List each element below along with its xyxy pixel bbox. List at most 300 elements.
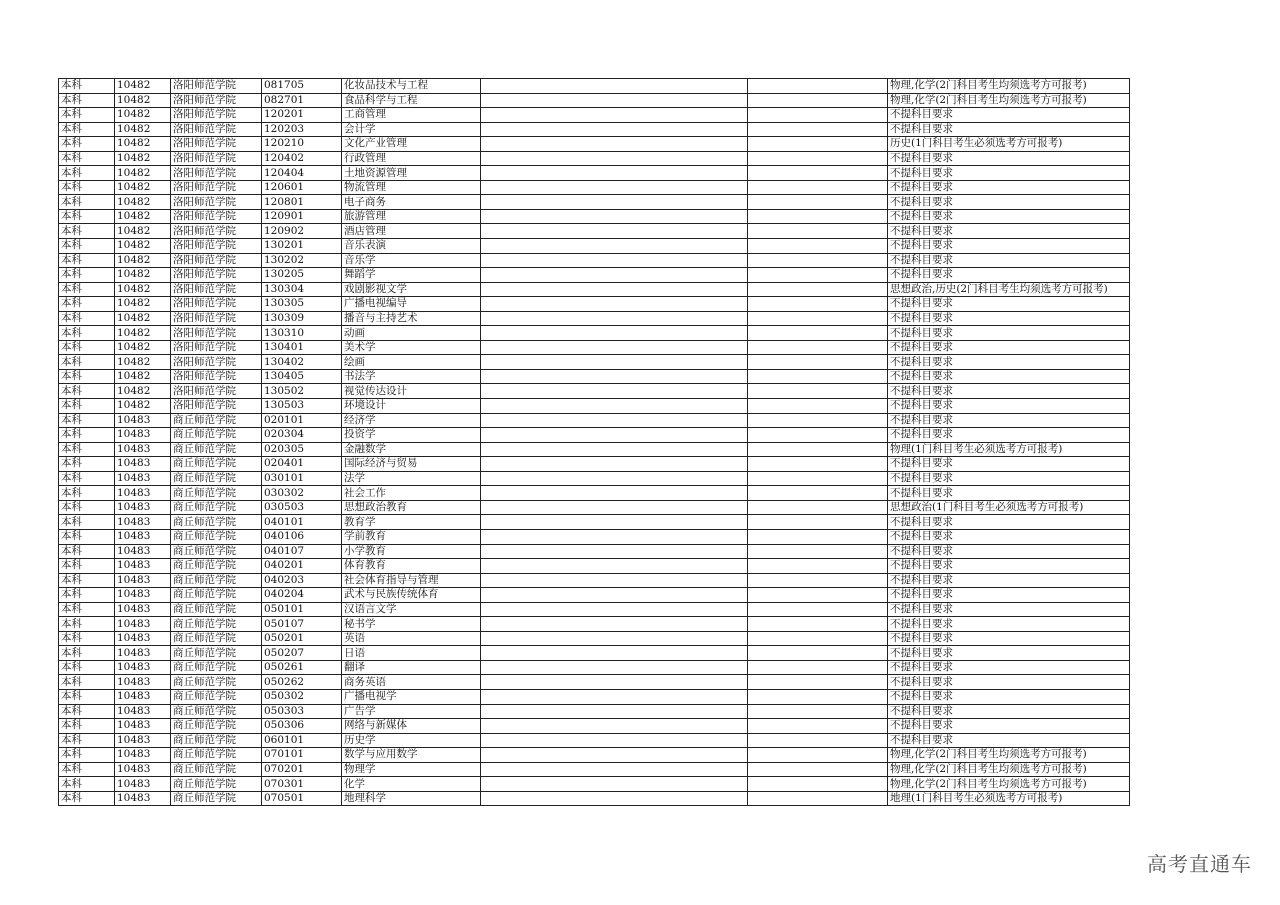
major-name-cell: 物理学	[342, 762, 481, 777]
subject-requirement-cell: 不提科目要求	[888, 311, 1130, 326]
major-code-cell: 120902	[262, 224, 342, 239]
watermark-text: 高考直通车	[1147, 852, 1252, 876]
blank-cell-b	[748, 239, 888, 254]
level-cell: 本科	[59, 733, 115, 748]
school-name-cell: 商丘师范学院	[171, 544, 262, 559]
school-name-cell: 商丘师范学院	[171, 631, 262, 646]
blank-cell-a	[481, 297, 748, 312]
school-code-cell: 10482	[115, 137, 171, 152]
major-code-cell: 060101	[262, 733, 342, 748]
school-code-cell: 10482	[115, 108, 171, 123]
major-code-cell: 070301	[262, 777, 342, 792]
major-code-cell: 030101	[262, 471, 342, 486]
major-code-cell: 130201	[262, 239, 342, 254]
table-row	[59, 340, 1130, 355]
major-code-cell: 082701	[262, 93, 342, 108]
blank-cell-b	[748, 180, 888, 195]
blank-cell-b	[748, 704, 888, 719]
major-code-cell: 040203	[262, 573, 342, 588]
table-row	[59, 777, 1130, 792]
subject-requirement-cell: 地理(1门科目考生必须选考方可报考)	[888, 791, 1130, 806]
table-row	[59, 486, 1130, 501]
major-name-cell: 舞蹈学	[342, 268, 481, 283]
subject-requirement-cell: 物理,化学(2门科目考生均须选考方可报考)	[888, 93, 1130, 108]
blank-cell-a	[481, 224, 748, 239]
major-name-cell: 国际经济与贸易	[342, 457, 481, 472]
major-name-cell: 法学	[342, 471, 481, 486]
subject-requirement-cell: 不提科目要求	[888, 529, 1130, 544]
school-code-cell: 10482	[115, 180, 171, 195]
school-name-cell: 商丘师范学院	[171, 733, 262, 748]
blank-cell-b	[748, 108, 888, 123]
blank-cell-b	[748, 689, 888, 704]
school-code-cell: 10483	[115, 529, 171, 544]
blank-cell-b	[748, 719, 888, 734]
school-code-cell: 10483	[115, 704, 171, 719]
school-code-cell: 10482	[115, 151, 171, 166]
major-name-cell: 会计学	[342, 122, 481, 137]
school-code-cell: 10482	[115, 384, 171, 399]
blank-cell-b	[748, 369, 888, 384]
school-name-cell: 商丘师范学院	[171, 689, 262, 704]
school-name-cell: 商丘师范学院	[171, 704, 262, 719]
level-cell: 本科	[59, 588, 115, 603]
major-code-cell: 130310	[262, 326, 342, 341]
school-code-cell: 10483	[115, 791, 171, 806]
major-code-cell: 040204	[262, 588, 342, 603]
blank-cell-b	[748, 675, 888, 690]
blank-cell-b	[748, 602, 888, 617]
major-name-cell: 电子商务	[342, 195, 481, 210]
school-name-cell: 洛阳师范学院	[171, 239, 262, 254]
blank-cell-b	[748, 660, 888, 675]
school-name-cell: 商丘师范学院	[171, 486, 262, 501]
blank-cell-a	[481, 529, 748, 544]
major-name-cell: 思想政治教育	[342, 500, 481, 515]
school-name-cell: 商丘师范学院	[171, 602, 262, 617]
blank-cell-b	[748, 777, 888, 792]
level-cell: 本科	[59, 719, 115, 734]
school-name-cell: 商丘师范学院	[171, 457, 262, 472]
blank-cell-a	[481, 588, 748, 603]
school-code-cell: 10483	[115, 689, 171, 704]
major-name-cell: 投资学	[342, 428, 481, 443]
school-name-cell: 商丘师范学院	[171, 617, 262, 632]
blank-cell-b	[748, 617, 888, 632]
major-name-cell: 行政管理	[342, 151, 481, 166]
school-name-cell: 洛阳师范学院	[171, 268, 262, 283]
blank-cell-a	[481, 151, 748, 166]
blank-cell-a	[481, 195, 748, 210]
blank-cell-b	[748, 631, 888, 646]
level-cell: 本科	[59, 108, 115, 123]
major-name-cell: 金融数学	[342, 442, 481, 457]
table-row	[59, 646, 1130, 661]
school-name-cell: 商丘师范学院	[171, 428, 262, 443]
blank-cell-b	[748, 544, 888, 559]
table-row	[59, 529, 1130, 544]
subject-requirement-cell: 不提科目要求	[888, 108, 1130, 123]
school-code-cell: 10483	[115, 660, 171, 675]
level-cell: 本科	[59, 442, 115, 457]
level-cell: 本科	[59, 122, 115, 137]
school-code-cell: 10482	[115, 282, 171, 297]
table-row	[59, 617, 1130, 632]
table-row	[59, 180, 1130, 195]
blank-cell-b	[748, 399, 888, 414]
school-code-cell: 10483	[115, 428, 171, 443]
blank-cell-a	[481, 602, 748, 617]
school-code-cell: 10483	[115, 675, 171, 690]
level-cell: 本科	[59, 224, 115, 239]
major-code-cell: 020401	[262, 457, 342, 472]
major-code-cell: 050201	[262, 631, 342, 646]
school-name-cell: 商丘师范学院	[171, 442, 262, 457]
blank-cell-b	[748, 224, 888, 239]
blank-cell-b	[748, 588, 888, 603]
subject-requirement-cell: 不提科目要求	[888, 369, 1130, 384]
major-code-cell: 040107	[262, 544, 342, 559]
level-cell: 本科	[59, 326, 115, 341]
subject-requirement-cell: 不提科目要求	[888, 355, 1130, 370]
school-name-cell: 洛阳师范学院	[171, 166, 262, 181]
major-name-cell: 学前教育	[342, 529, 481, 544]
major-name-cell: 翻译	[342, 660, 481, 675]
subject-requirement-cell: 物理(1门科目考生必须选考方可报考)	[888, 442, 1130, 457]
school-name-cell: 洛阳师范学院	[171, 224, 262, 239]
major-code-cell: 130502	[262, 384, 342, 399]
blank-cell-a	[481, 617, 748, 632]
major-code-cell: 130309	[262, 311, 342, 326]
level-cell: 本科	[59, 137, 115, 152]
level-cell: 本科	[59, 500, 115, 515]
table-row	[59, 573, 1130, 588]
subject-requirement-cell: 不提科目要求	[888, 689, 1130, 704]
level-cell: 本科	[59, 195, 115, 210]
blank-cell-b	[748, 79, 888, 94]
major-code-cell: 130402	[262, 355, 342, 370]
major-code-cell: 050303	[262, 704, 342, 719]
level-cell: 本科	[59, 399, 115, 414]
school-code-cell: 10482	[115, 166, 171, 181]
level-cell: 本科	[59, 602, 115, 617]
table-row	[59, 384, 1130, 399]
level-cell: 本科	[59, 704, 115, 719]
blank-cell-a	[481, 733, 748, 748]
subject-requirement-cell: 不提科目要求	[888, 515, 1130, 530]
subject-requirement-cell: 不提科目要求	[888, 268, 1130, 283]
school-code-cell: 10483	[115, 413, 171, 428]
school-name-cell: 商丘师范学院	[171, 588, 262, 603]
subject-requirement-cell: 物理,化学(2门科目考生均须选考方可报考)	[888, 748, 1130, 763]
table-row	[59, 195, 1130, 210]
school-name-cell: 洛阳师范学院	[171, 209, 262, 224]
level-cell: 本科	[59, 675, 115, 690]
blank-cell-a	[481, 355, 748, 370]
school-name-cell: 洛阳师范学院	[171, 369, 262, 384]
level-cell: 本科	[59, 282, 115, 297]
level-cell: 本科	[59, 93, 115, 108]
school-name-cell: 商丘师范学院	[171, 500, 262, 515]
school-name-cell: 商丘师范学院	[171, 777, 262, 792]
table-row	[59, 239, 1130, 254]
table-row	[59, 544, 1130, 559]
school-code-cell: 10483	[115, 573, 171, 588]
school-name-cell: 洛阳师范学院	[171, 137, 262, 152]
level-cell: 本科	[59, 544, 115, 559]
table-row	[59, 137, 1130, 152]
blank-cell-b	[748, 486, 888, 501]
major-name-cell: 工商管理	[342, 108, 481, 123]
blank-cell-a	[481, 704, 748, 719]
table-row	[59, 733, 1130, 748]
school-name-cell: 商丘师范学院	[171, 529, 262, 544]
school-code-cell: 10482	[115, 399, 171, 414]
blank-cell-a	[481, 282, 748, 297]
blank-cell-b	[748, 384, 888, 399]
subject-requirement-cell: 不提科目要求	[888, 617, 1130, 632]
school-code-cell: 10482	[115, 311, 171, 326]
table-row	[59, 311, 1130, 326]
major-code-cell: 120201	[262, 108, 342, 123]
level-cell: 本科	[59, 573, 115, 588]
major-code-cell: 030302	[262, 486, 342, 501]
major-code-cell: 030503	[262, 500, 342, 515]
table-row	[59, 762, 1130, 777]
level-cell: 本科	[59, 384, 115, 399]
blank-cell-a	[481, 209, 748, 224]
subject-requirement-cell: 不提科目要求	[888, 151, 1130, 166]
school-name-cell: 洛阳师范学院	[171, 122, 262, 137]
subject-requirement-cell: 物理,化学(2门科目考生均须选考方可报考)	[888, 777, 1130, 792]
level-cell: 本科	[59, 355, 115, 370]
school-name-cell: 商丘师范学院	[171, 719, 262, 734]
blank-cell-a	[481, 442, 748, 457]
major-code-cell: 130304	[262, 282, 342, 297]
blank-cell-b	[748, 471, 888, 486]
school-code-cell: 10482	[115, 195, 171, 210]
table-row	[59, 500, 1130, 515]
school-name-cell: 洛阳师范学院	[171, 108, 262, 123]
level-cell: 本科	[59, 486, 115, 501]
subject-requirement-cell: 不提科目要求	[888, 704, 1130, 719]
major-name-cell: 环境设计	[342, 399, 481, 414]
subject-requirement-cell: 不提科目要求	[888, 413, 1130, 428]
school-code-cell: 10482	[115, 340, 171, 355]
level-cell: 本科	[59, 660, 115, 675]
major-name-cell: 文化产业管理	[342, 137, 481, 152]
level-cell: 本科	[59, 268, 115, 283]
table-row	[59, 471, 1130, 486]
level-cell: 本科	[59, 253, 115, 268]
subject-requirement-cell: 不提科目要求	[888, 559, 1130, 574]
table-row	[59, 282, 1130, 297]
major-name-cell: 动画	[342, 326, 481, 341]
school-name-cell: 洛阳师范学院	[171, 151, 262, 166]
school-code-cell: 10482	[115, 79, 171, 94]
table-row	[59, 791, 1130, 806]
major-name-cell: 武术与民族传统体育	[342, 588, 481, 603]
school-code-cell: 10482	[115, 326, 171, 341]
table-row	[59, 675, 1130, 690]
school-name-cell: 洛阳师范学院	[171, 79, 262, 94]
subject-requirement-cell: 不提科目要求	[888, 602, 1130, 617]
major-code-cell: 120210	[262, 137, 342, 152]
school-code-cell: 10482	[115, 93, 171, 108]
subject-requirement-cell: 不提科目要求	[888, 719, 1130, 734]
school-code-cell: 10482	[115, 209, 171, 224]
major-name-cell: 酒店管理	[342, 224, 481, 239]
blank-cell-a	[481, 675, 748, 690]
major-name-cell: 历史学	[342, 733, 481, 748]
major-code-cell: 040101	[262, 515, 342, 530]
table-row	[59, 660, 1130, 675]
table-row	[59, 428, 1130, 443]
subject-requirement-cell: 不提科目要求	[888, 631, 1130, 646]
school-code-cell: 10483	[115, 617, 171, 632]
major-code-cell: 020304	[262, 428, 342, 443]
blank-cell-a	[481, 268, 748, 283]
blank-cell-a	[481, 340, 748, 355]
subject-requirement-cell: 不提科目要求	[888, 224, 1130, 239]
blank-cell-a	[481, 239, 748, 254]
major-name-cell: 体育教育	[342, 559, 481, 574]
level-cell: 本科	[59, 151, 115, 166]
school-code-cell: 10482	[115, 122, 171, 137]
subject-requirement-cell: 思想政治(1门科目考生必须选考方可报考)	[888, 500, 1130, 515]
major-code-cell: 070201	[262, 762, 342, 777]
level-cell: 本科	[59, 646, 115, 661]
blank-cell-b	[748, 253, 888, 268]
subject-requirement-cell: 不提科目要求	[888, 471, 1130, 486]
major-name-cell: 广播电视学	[342, 689, 481, 704]
major-code-cell: 130202	[262, 253, 342, 268]
major-code-cell: 050261	[262, 660, 342, 675]
level-cell: 本科	[59, 631, 115, 646]
school-name-cell: 商丘师范学院	[171, 515, 262, 530]
major-name-cell: 经济学	[342, 413, 481, 428]
table-row	[59, 355, 1130, 370]
blank-cell-b	[748, 166, 888, 181]
blank-cell-a	[481, 646, 748, 661]
blank-cell-a	[481, 326, 748, 341]
table-row	[59, 108, 1130, 123]
major-name-cell: 日语	[342, 646, 481, 661]
school-name-cell: 商丘师范学院	[171, 762, 262, 777]
blank-cell-b	[748, 311, 888, 326]
major-code-cell: 070101	[262, 748, 342, 763]
blank-cell-a	[481, 311, 748, 326]
major-name-cell: 广播电视编导	[342, 297, 481, 312]
blank-cell-b	[748, 195, 888, 210]
blank-cell-b	[748, 268, 888, 283]
subject-requirement-cell: 不提科目要求	[888, 297, 1130, 312]
major-code-cell: 050101	[262, 602, 342, 617]
level-cell: 本科	[59, 340, 115, 355]
major-name-cell: 化学	[342, 777, 481, 792]
major-code-cell: 050302	[262, 689, 342, 704]
major-code-cell: 020305	[262, 442, 342, 457]
major-code-cell: 050107	[262, 617, 342, 632]
table-row	[59, 326, 1130, 341]
major-name-cell: 广告学	[342, 704, 481, 719]
table-row	[59, 122, 1130, 137]
blank-cell-a	[481, 660, 748, 675]
school-name-cell: 洛阳师范学院	[171, 384, 262, 399]
level-cell: 本科	[59, 457, 115, 472]
major-code-cell: 120404	[262, 166, 342, 181]
level-cell: 本科	[59, 559, 115, 574]
level-cell: 本科	[59, 791, 115, 806]
school-name-cell: 洛阳师范学院	[171, 311, 262, 326]
subject-requirement-cell: 不提科目要求	[888, 239, 1130, 254]
blank-cell-a	[481, 748, 748, 763]
level-cell: 本科	[59, 239, 115, 254]
subject-requirement-cell: 不提科目要求	[888, 195, 1130, 210]
subject-requirement-cell: 历史(1门科目考生必须选考方可报考)	[888, 137, 1130, 152]
school-code-cell: 10483	[115, 733, 171, 748]
blank-cell-b	[748, 209, 888, 224]
subject-requirement-cell: 不提科目要求	[888, 180, 1130, 195]
school-name-cell: 商丘师范学院	[171, 791, 262, 806]
major-code-cell: 020101	[262, 413, 342, 428]
major-code-cell: 081705	[262, 79, 342, 94]
table-row	[59, 166, 1130, 181]
table-row	[59, 93, 1130, 108]
blank-cell-a	[481, 79, 748, 94]
level-cell: 本科	[59, 428, 115, 443]
blank-cell-b	[748, 646, 888, 661]
major-name-cell: 旅游管理	[342, 209, 481, 224]
blank-cell-a	[481, 791, 748, 806]
blank-cell-a	[481, 457, 748, 472]
major-code-cell: 120601	[262, 180, 342, 195]
major-name-cell: 数学与应用数学	[342, 748, 481, 763]
level-cell: 本科	[59, 209, 115, 224]
blank-cell-b	[748, 733, 888, 748]
major-code-cell: 130503	[262, 399, 342, 414]
table-row	[59, 704, 1130, 719]
blank-cell-a	[481, 137, 748, 152]
subject-requirement-cell: 不提科目要求	[888, 486, 1130, 501]
blank-cell-a	[481, 471, 748, 486]
table-row	[59, 413, 1130, 428]
major-name-cell: 土地资源管理	[342, 166, 481, 181]
major-code-cell: 070501	[262, 791, 342, 806]
major-code-cell: 130205	[262, 268, 342, 283]
school-code-cell: 10483	[115, 646, 171, 661]
school-code-cell: 10482	[115, 355, 171, 370]
blank-cell-b	[748, 529, 888, 544]
major-name-cell: 地理科学	[342, 791, 481, 806]
major-code-cell: 050262	[262, 675, 342, 690]
school-code-cell: 10483	[115, 719, 171, 734]
level-cell: 本科	[59, 529, 115, 544]
subject-requirements-table	[58, 78, 1130, 806]
school-name-cell: 洛阳师范学院	[171, 180, 262, 195]
blank-cell-a	[481, 369, 748, 384]
blank-cell-a	[481, 384, 748, 399]
blank-cell-b	[748, 573, 888, 588]
blank-cell-b	[748, 413, 888, 428]
school-code-cell: 10482	[115, 224, 171, 239]
subject-requirement-cell: 不提科目要求	[888, 588, 1130, 603]
subject-requirement-cell: 不提科目要求	[888, 399, 1130, 414]
major-code-cell: 050306	[262, 719, 342, 734]
major-name-cell: 书法学	[342, 369, 481, 384]
school-name-cell: 洛阳师范学院	[171, 355, 262, 370]
blank-cell-a	[481, 486, 748, 501]
